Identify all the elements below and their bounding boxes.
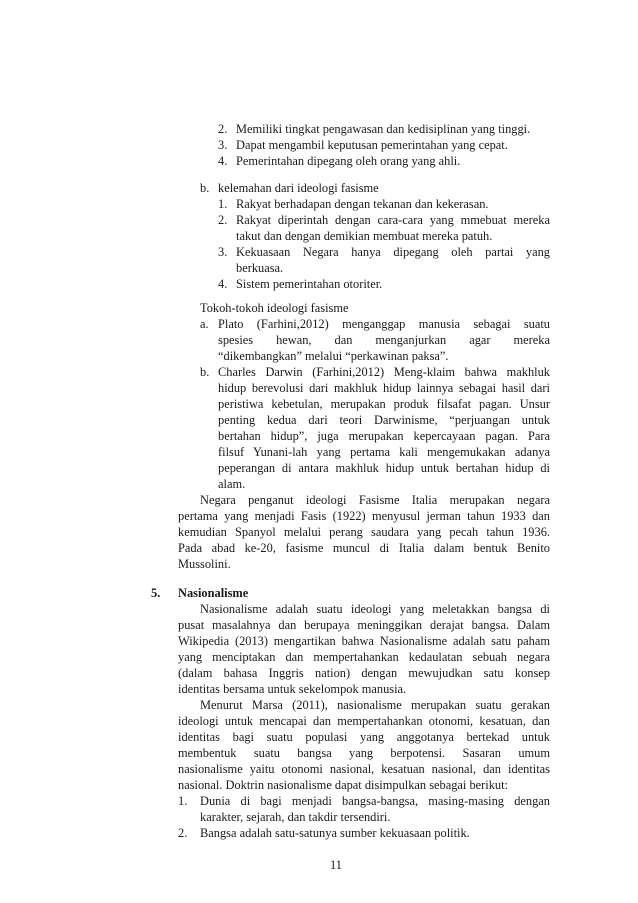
list-item-text: Kekuasaan Negara hanya dipegang oleh partai yang (236, 245, 550, 259)
paragraph-line: (dalam bahasa Inggris nation) dengan mewujudkan satu konsep (178, 666, 550, 680)
list-item-text: Rakyat berhadapan dengan tekanan dan kekerasan. (236, 197, 489, 211)
paragraph-line: Wikipedia (2013) mengartikan bahwa Nasionalisme adalah satu paham (178, 634, 550, 648)
list-item-text: penting kedua dari teori Darwinisme, “perjuangan untuk (218, 413, 550, 427)
section-title: Nasionalisme (178, 586, 249, 600)
list-item-text: Dunia di bagi menjadi bangsa-bangsa, masing-masing dengan (200, 794, 550, 808)
page-number: 11 (330, 858, 342, 872)
list-item-text: Sistem pemerintahan otoriter. (236, 277, 383, 291)
list-number: 3. (218, 245, 228, 259)
list-item-text: spesies hewan, dan menganjurkan agar mereka (218, 333, 550, 347)
list-number: 2. (218, 213, 228, 227)
list-item-text: Pemerintahan dipegang oleh orang yang ahli. (236, 154, 461, 168)
list-number: 2. (218, 122, 228, 136)
paragraph-line: ideologi untuk mencapai dan mempertahankan otonomi, kesatuan, dan (178, 714, 550, 728)
list-letter: b. (200, 181, 210, 195)
list-item-text: hidup berevolusi dari makhluk hidup lainnya sebagai hasil dari (218, 381, 550, 395)
list-item-text: bertahan hidup”, juga merupakan kepercayaan pagan. Para (218, 429, 550, 443)
list-number: 1. (178, 794, 188, 808)
list-item-text: “dikembangkan” melalui “perkawinan paksa”. (218, 349, 449, 363)
paragraph-line: Negara penganut ideologi Fasisme Italia merupakan negara (200, 493, 550, 507)
section-number: 5. (151, 586, 161, 600)
list-number: 2. (178, 826, 188, 840)
paragraph-line: Nasionalisme adalah suatu ideologi yang meletakkan bangsa di (200, 602, 550, 616)
list-item-text: peperangan di antara makhluk hidup untuk bertahan hidup di (218, 461, 550, 475)
list-number: 4. (218, 277, 228, 291)
paragraph-line: identitas bersama untuk sekelompok manusia. (178, 682, 407, 696)
list-item-text: karakter, sejarah, dan takdir tersendiri. (200, 810, 391, 824)
paragraph-line: pertama yang menjadi Fasis (1922) menyusul jerman tahun 1933 dan (178, 509, 550, 523)
list-item-text: Rakyat diperintah dengan cara-cara yang mmebuat mereka (236, 213, 550, 227)
paragraph-line: pusat masalahnya dan berupaya meninggikan derajat bangsa. Dalam (178, 618, 550, 632)
list-item-text: Charles Darwin (Farhini,2012) Meng-klaim bahwa makhluk (218, 365, 550, 379)
list-item-text: filsuf Yunani-lah yang pertama kali mengemukakan adanya (218, 445, 550, 459)
paragraph-line: nasionalisme yaitu otonomi nasional, kesatuan nasional, dan identitas (178, 762, 550, 776)
paragraph-line: Pada abad ke-20, fasisme muncul di Italia dalam bentuk Benito (178, 541, 550, 555)
list-number: 1. (218, 197, 228, 211)
list-number: 4. (218, 154, 228, 168)
list-letter: b. (200, 365, 210, 379)
subsection-heading: kelemahan dari ideologi fasisme (218, 181, 379, 195)
list-item-text: takut dan dengan demikian membuat mereka patuh. (236, 229, 493, 243)
paragraph-line: Mussolini. (178, 557, 231, 571)
paragraph-line: Menurut Marsa (2011), nasionalisme merupakan suatu gerakan (200, 698, 550, 712)
paragraph-line: membentuk suatu bangsa yang berpotensi. Sasaran umum (178, 746, 550, 760)
list-item-text: Memiliki tingkat pengawasan dan kedisiplinan yang tinggi. (236, 122, 531, 136)
paragraph-line: identitas bagi suatu populasi yang anggotanya bertekad untuk (178, 730, 550, 744)
list-item-text: Bangsa adalah satu-satunya sumber kekuasaan politik. (200, 826, 470, 840)
paragraph-line: kemudian Spanyol melalui perang saudara yang pecah tahun 1936. (178, 525, 550, 539)
list-item-text: Plato (Farhini,2012) menganggap manusia sebagai suatu (218, 317, 550, 331)
list-item-text: Dapat mengambil keputusan pemerintahan yang cepat. (236, 138, 508, 152)
list-number: 3. (218, 138, 228, 152)
paragraph-line: nasional. Doktrin nasionalisme dapat disimpulkan sebagai berikut: (178, 778, 509, 792)
list-letter: a. (200, 317, 209, 331)
subsection-heading: Tokoh-tokoh ideologi fasisme (200, 301, 349, 315)
list-item-text: peristiwa kebetulan, merupakan produk filsafat pagan. Unsur (218, 397, 550, 411)
paragraph-line: yang menciptakan dan mempertahankan kedaulatan sebuah negara (178, 650, 550, 664)
list-item-text: berkuasa. (236, 261, 284, 275)
list-item-text: alam. (218, 477, 246, 491)
